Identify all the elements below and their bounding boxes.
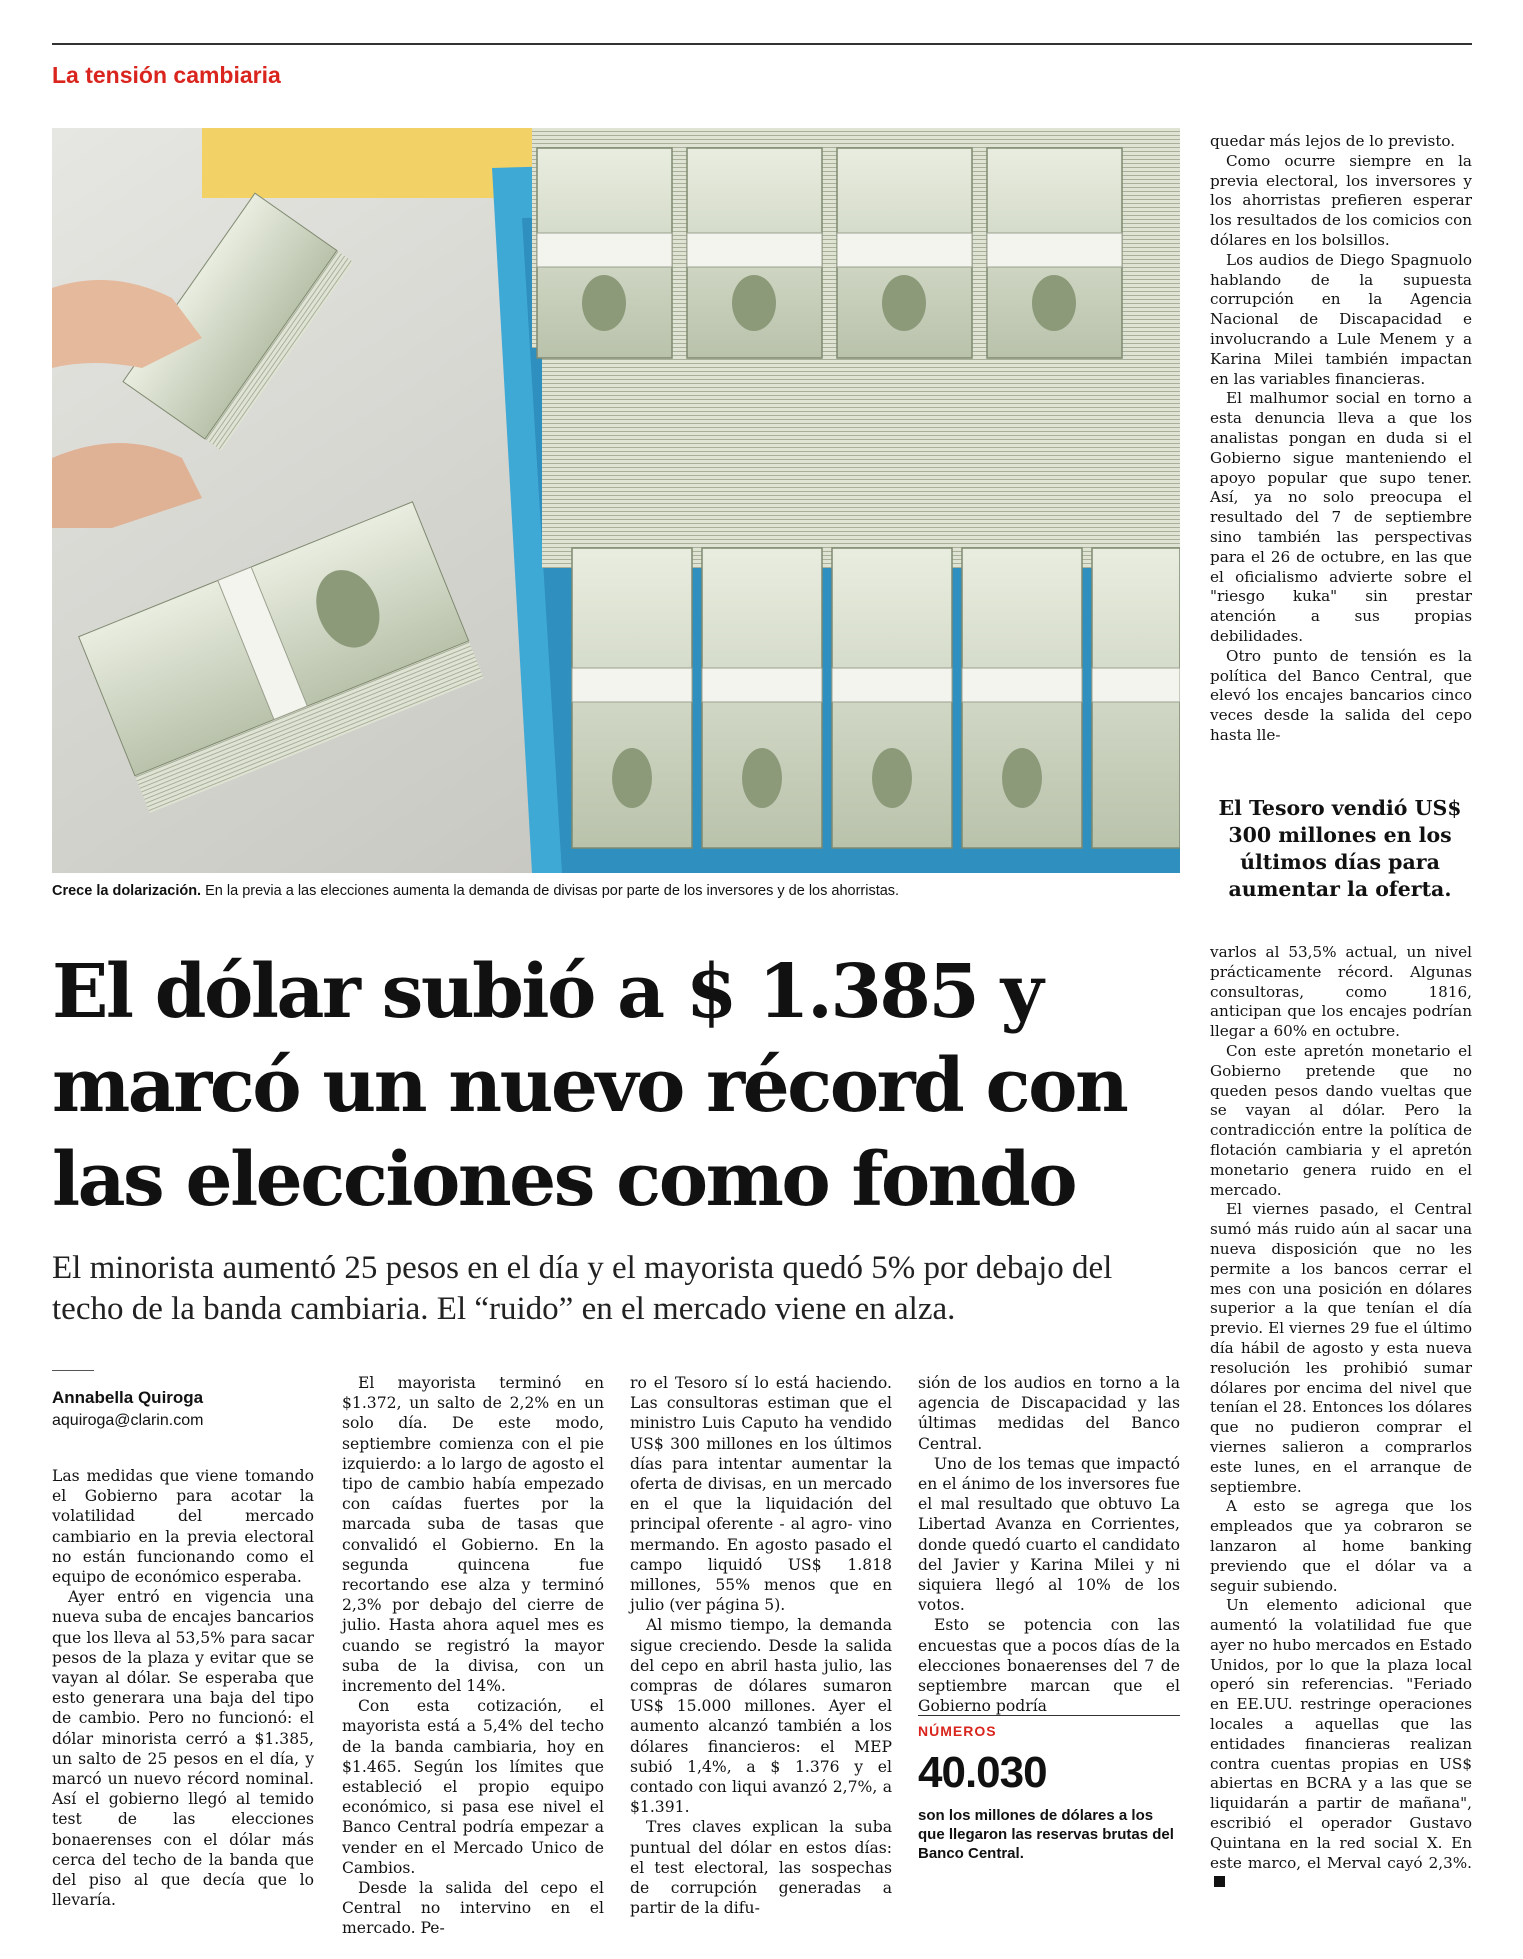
right-column-bottom: [1210, 943, 1472, 1893]
paragraph: Con este apretón monetario el Gobierno pretende que no queden pesos dando vueltas que se vayan al dólar. Pero la contradicción entre la política de flotación cambiaria y el apretón monetario genera ruido en el mercado.: [1210, 1041, 1472, 1199]
paragraph: Las medidas que viene tomando el Gobierno para acotar la volatilidad del mercado cambiario en la previa electoral no están funcionando como el equipo de económico esperaba.: [52, 1467, 314, 1587]
paragraph: Otro punto de tensión es la política del Banco Central, que elevó los encajes bancarios cinco veces desde la salida del cepo hasta lle-: [1210, 646, 1472, 744]
paragraph: Ayer entró en vigencia una nueva suba de encajes bancarios que los lleva al 53,5% para sacar pesos de la plaza y evitar que se vayan al dólar. Se esperaba que esto generara una baja del tipo de cambio. Pero no funcionó: el dólar minorista cerró a $1.385, un salto de 25 pesos en el día, y marcó un nuevo récord nominal. Así el gobierno llegó al temido test de las elecciones bonaerenses con el dólar más cerca del techo de la banda que del piso al que decía que lo llevaría.: [52, 1588, 314, 1910]
paragraph: ro el Tesoro sí lo está haciendo. Las consultoras estiman que el ministro Luis Caputo ha vendido US$ 300 millones en los últimos días para intentar aumentar la oferta de divisas, en un mercado en el que la liquidación del principal oferente - al agro- vino mermando. En agosto pasado el campo liquidó US$ 1.818 millones, 55% menos que en julio (ver página 5).: [630, 1374, 892, 1615]
paragraph: [1210, 1596, 1472, 1893]
caption-lead: Crece la dolarización.: [52, 883, 202, 899]
photo-caption: [52, 883, 1180, 899]
numbers-value: 40.030: [918, 1748, 1047, 1797]
right-column-top: [1210, 132, 1472, 746]
top-rule: [52, 43, 1472, 45]
headline-line: las elecciones como fondo: [52, 1137, 1076, 1223]
paragraph: Desde la salida del cepo el Central no intervino en el mercado. Pe-: [342, 1879, 604, 1938]
author-email: aquiroga@clarin.com: [52, 1412, 204, 1429]
caption-text: En la previa a las elecciones aumenta la demanda de divisas por parte de los inversores y de los ahorristas.: [201, 883, 900, 899]
body-column-3: [630, 1373, 892, 1918]
paragraph: El viernes pasado, el Central sumó más ruido aún al sacar una nueva disposición que no les permite a los bancos cerrar el mes con una posición en dólares superior a la que tenían el día previo. El viernes 29 fue el último día hábil de agosto y esta nueva resolución les prohibió sumar dólares por encima del nivel que tenían el 28. Entonces los dólares que no pudieron comprar el viernes salieron a comprarlos este lunes, en el arranque de septiembre.: [1210, 1200, 1472, 1496]
paragraph: Como ocurre siempre en la previa electoral, los inversores y los ahorristas prefieren esperar los resultados de los comicios con dólares en los bolsillos.: [1210, 151, 1472, 249]
body-column-2: [342, 1373, 604, 1939]
paragraph: Con esta cotización, el mayorista está a 5,4% del techo de la banda cambiaria, hoy en $1.465. Según los límites que estableció el propio equipo económico, si pasa ese nivel el Banco Central podría empezar a vender en el Mercado Unico de Cambios.: [342, 1697, 604, 1877]
body-column-4: [918, 1373, 1180, 1716]
section-label: La tensión cambiaria: [52, 62, 281, 88]
headline-line: marcó un nuevo récord con: [52, 1043, 1127, 1129]
byline-rule: [52, 1370, 94, 1371]
headline: [52, 945, 1162, 1227]
paragraph: sión de los audios en torno a la agencia de Discapacidad y las últimas medidas del Banco Central.: [918, 1374, 1180, 1453]
paragraph: Uno de los temas que impactó en el ánimo de los inversores fue el mal resultado que obtuvo La Libertad Avanza en Corrientes, donde quedó cuarto el candidato del Javier y Karina Milei y ni siquiera llegó al 10% de los votos.: [918, 1454, 1180, 1615]
dollar-bills-illustration: [52, 128, 1180, 873]
paragraph: Esto se potencia con las encuestas que a pocos días de la elecciones bonaerenses del 7 de septiembre marcan que el Gobierno podría: [918, 1616, 1180, 1716]
subheadline: El minorista aumentó 25 pesos en el día y el mayorista quedó 5% por debajo del techo de la banda cambiaria. El “ruido” en el mercado viene en alza.: [52, 1250, 1113, 1327]
paragraph: Al mismo tiempo, la demanda sigue creciendo. Desde la salida del cepo en abril hasta julio, las compras de dólares sumaron US$ 15.000 millones. Ayer el aumento alcanzó también a los dólares financieros: el MEP subió 1,4%, a $ 1.376 y el contado con liqui avanzó 2,7%, a $1.391.: [630, 1616, 892, 1817]
end-mark-icon: [1214, 1876, 1225, 1887]
numbers-label: NÚMEROS: [918, 1723, 997, 1739]
numbers-text: son los millones de dólares a los que llegaron las reservas brutas del Banco Central.: [918, 1807, 1174, 1862]
paragraph: El malhumor social en torno a esta denuncia lleva a que los analistas pongan en duda si el Gobierno sigue manteniendo el apoyo popular que supo tener. Así, ya no solo preocupa el resultado del 7 de septiembre sino también las perspectivas para el 26 de octubre, en las que el oficialismo advierte sobre el "riesgo kuka" sin prestar atención a sus propias debilidades.: [1210, 389, 1472, 645]
paragraph: Los audios de Diego Spagnuolo hablando de la supuesta corrupción en la Agencia Nacional de Discapacidad e involucrando a Lule Menem y a Karina Milei también impactan en las variables financieras.: [1210, 250, 1472, 388]
paragraph: A esto se agrega que los empleados que ya cobraron se lanzaron al home banking previendo que el dólar va a seguir subiendo.: [1210, 1497, 1472, 1595]
paragraph: El mayorista terminó en $1.372, un salto de 2,2% en un solo día. De este modo, septiembre comienza con el pie izquierdo: a lo largo de agosto el tipo de cambio había empezado con caídas fuertes por la marcada suba de tasas que convalidó el Gobierno. En la segunda quincena fue recortando ese alza y terminó 2,3% por debajo del cierre de julio. Hasta ahora aquel mes es cuando se registró la mayor suba de la divisa, con un incremento del 14%.: [342, 1374, 604, 1696]
author-name: Annabella Quiroga: [52, 1388, 204, 1407]
paragraph: Tres claves explican la suba puntual del dólar en estos días: el test electoral, las sospechas de corrupción generadas a partir de la difu-: [630, 1818, 892, 1918]
numbers-rule: [918, 1715, 1180, 1716]
dollar-bills-photo: [52, 128, 1180, 873]
pull-quote: El Tesoro vendió US$ 300 millones en los últimos días para aumentar la oferta.: [1218, 796, 1462, 901]
paragraph-text: Un elemento adicional que aumentó la volatilidad fue que ayer no hubo mercados en Estado Unidos, por lo que la plaza local operó sin referencias. "Feriado en EE.UU. restringe operaciones locales a aquellas que las entidades financieras realizan contra cuentas propias en US$ abiertas en BCRA y a las que se liquidarán a partir de mañana", escribió el operador Gustavo Quintana en la red social X. En este marco, el Merval cayó 2,3%.: [1210, 1596, 1472, 1872]
paragraph: quedar más lejos de lo previsto.: [1210, 132, 1456, 150]
paragraph: varlos al 53,5% actual, un nivel prácticamente récord. Algunas consultoras, como 1816, anticipan que los encajes podrían llegar a 60% en octubre.: [1210, 943, 1472, 1041]
headline-line: El dólar subió a $ 1.385 y: [52, 949, 1042, 1035]
body-column-1: [52, 1466, 314, 1910]
